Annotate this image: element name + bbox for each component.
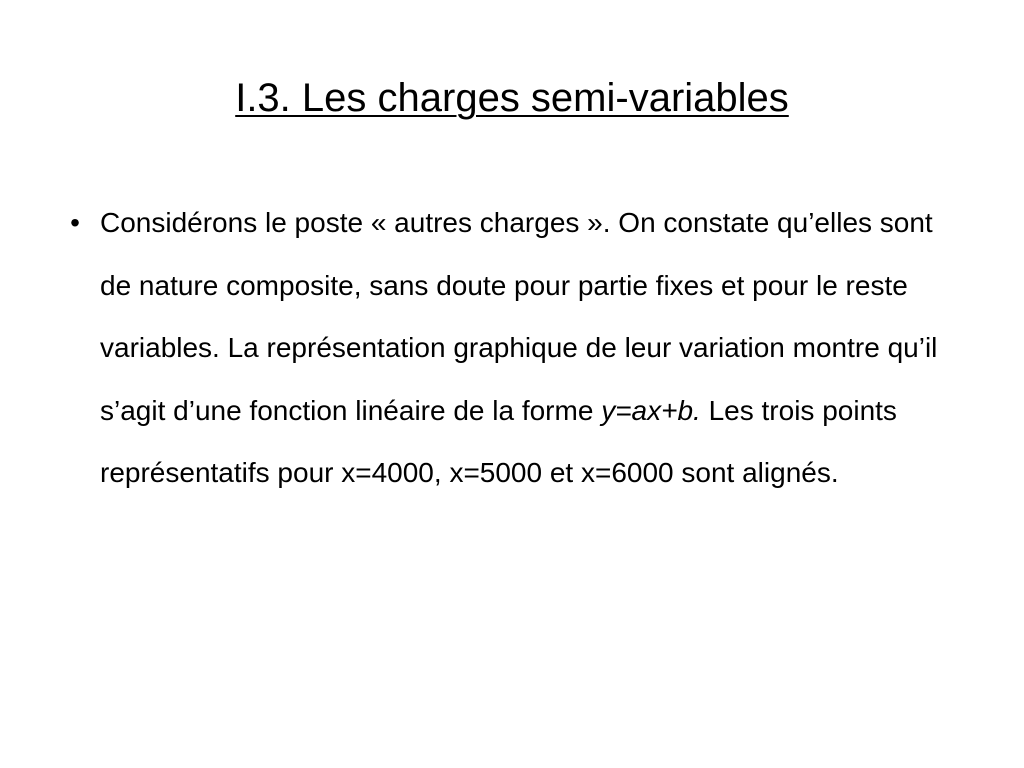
formula-text: y=ax+b. [601,394,701,426]
slide-title-text: I.3. Les charges semi-variables [235,76,789,120]
bullet-text [100,207,937,488]
paragraph-part-1: Considérons le poste « autres charges ». On constate qu’elles sont de nature composite, sans doute pour partie fixes et pour le reste variables. La représentation graphique de leur variation montre qu’il s’agit d’une fonction linéaire de la forme [100,207,938,426]
bullet-item [60,192,960,505]
paragraph-part-2: Les trois points représentatifs pour x=4000, x=5000 et x=6000 sont alignés. [100,394,897,488]
bullet-icon: • [70,207,80,238]
bullet-list [60,192,960,505]
slide-title [0,72,1024,124]
